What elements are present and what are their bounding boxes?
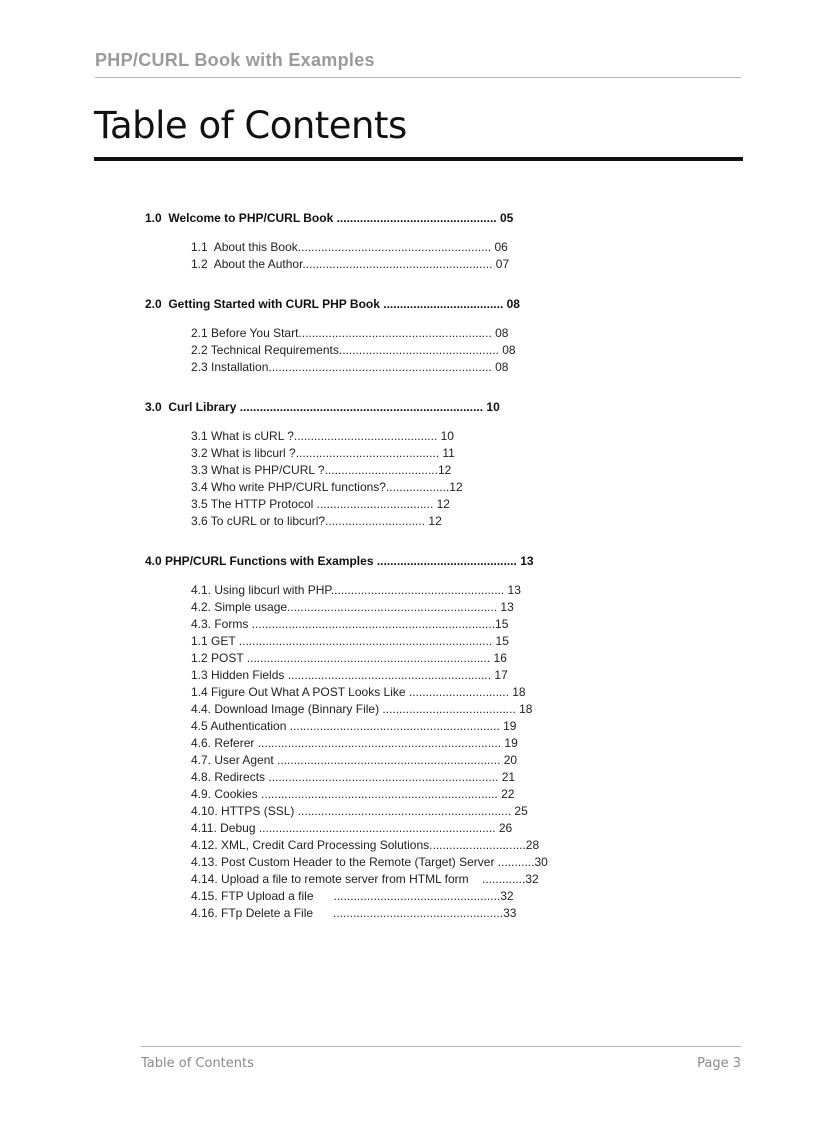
footer-section-label: Table of Contents xyxy=(141,1056,254,1071)
toc-section-entries xyxy=(191,582,615,922)
toc-entry[interactable]: 4.3. Forms .........................................................................15 xyxy=(191,617,509,631)
toc-entry[interactable]: 3.5 The HTTP Protocol ................................... 12 xyxy=(191,497,450,511)
toc-entry[interactable]: 1.1 GET ............................................................................ 15 xyxy=(191,634,509,648)
toc-section-heading[interactable]: 2.0 Getting Started with CURL PHP Book .................................... 08 xyxy=(145,297,520,311)
toc-entry[interactable]: 4.1. Using libcurl with PHP.................................................... 13 xyxy=(191,583,521,597)
toc-entry[interactable]: 3.4 Who write PHP/CURL functions?...................12 xyxy=(191,480,463,494)
toc-entry[interactable]: 3.2 What is libcurl ?........................................... 11 xyxy=(191,446,455,460)
footer-divider xyxy=(141,1046,741,1048)
toc-section-heading[interactable]: 4.0 PHP/CURL Functions with Examples .......................................... 13 xyxy=(145,554,534,568)
toc-entry[interactable]: 1.2 POST ......................................................................... 16 xyxy=(191,651,507,665)
toc-entry[interactable]: 2.1 Before You Start.......................................................... 08 xyxy=(191,326,509,340)
toc-entry[interactable]: 4.14. Upload a file to remote server from HTML form .............32 xyxy=(191,872,539,886)
title-underline xyxy=(94,157,743,161)
toc-entry[interactable]: 4.12. XML, Credit Card Processing Solutions.............................28 xyxy=(191,838,540,852)
footer-row xyxy=(141,1056,741,1071)
toc-entry[interactable]: 4.4. Download Image (Binnary File) ........................................ 18 xyxy=(191,702,533,716)
toc-entry[interactable]: 2.3 Installation................................................................... 08 xyxy=(191,360,509,374)
toc-entry[interactable]: 3.1 What is cURL ?........................................... 10 xyxy=(191,429,454,443)
toc-entry[interactable]: 3.6 To cURL or to libcurl?.............................. 12 xyxy=(191,514,442,528)
toc-entry[interactable]: 2.2 Technical Requirements................................................ 08 xyxy=(191,343,516,357)
toc-section-heading[interactable]: 1.0 Welcome to PHP/CURL Book ................................................ 05 xyxy=(145,211,514,225)
toc-entry[interactable]: 3.3 What is PHP/CURL ?..................................12 xyxy=(191,463,452,477)
page-number: Page 3 xyxy=(697,1056,741,1071)
toc-entry[interactable]: 4.6. Referer ......................................................................... 19 xyxy=(191,736,518,750)
toc-entry[interactable]: 4.10. HTTPS (SSL) ................................................................ 25 xyxy=(191,804,528,818)
toc-entry[interactable]: 1.1 About this Book.......................................................... 06 xyxy=(191,240,508,254)
table-of-contents xyxy=(145,211,615,946)
toc-section-heading[interactable]: 3.0 Curl Library ......................................................................... 10 xyxy=(145,400,500,414)
toc-entry[interactable]: 4.16. FTp Delete a File ...................................................33 xyxy=(191,906,517,920)
page-header xyxy=(95,50,741,79)
page-footer xyxy=(141,1046,741,1071)
book-title: PHP/CURL Book with Examples xyxy=(95,50,375,70)
toc-entry[interactable]: 1.4 Figure Out What A POST Looks Like .............................. 18 xyxy=(191,685,526,699)
header-divider xyxy=(95,77,741,79)
toc-section-entries xyxy=(191,239,615,273)
toc-entry[interactable]: 1.2 About the Author......................................................... 07 xyxy=(191,257,510,271)
toc-entry[interactable]: 4.2. Simple usage............................................................... 13 xyxy=(191,600,514,614)
toc-entry[interactable]: 1.3 Hidden Fields ............................................................. 17 xyxy=(191,668,508,682)
toc-entry[interactable]: 4.11. Debug ....................................................................... 26 xyxy=(191,821,513,835)
toc-entry[interactable]: 4.8. Redirects ..................................................................... 21 xyxy=(191,770,516,784)
toc-section-entries xyxy=(191,325,615,376)
toc-section-entries xyxy=(191,428,615,530)
toc-entry[interactable]: 4.7. User Agent ................................................................... 20 xyxy=(191,753,518,767)
toc-entry[interactable]: 4.5 Authentication ............................................................... 19 xyxy=(191,719,517,733)
toc-entry[interactable]: 4.9. Cookies ....................................................................... 22 xyxy=(191,787,515,801)
toc-entry[interactable]: 4.13. Post Custom Header to the Remote (Target) Server ...........30 xyxy=(191,855,548,869)
page-title: Table of Contents xyxy=(94,104,407,147)
toc-entry[interactable]: 4.15. FTP Upload a file ..................................................32 xyxy=(191,889,514,903)
